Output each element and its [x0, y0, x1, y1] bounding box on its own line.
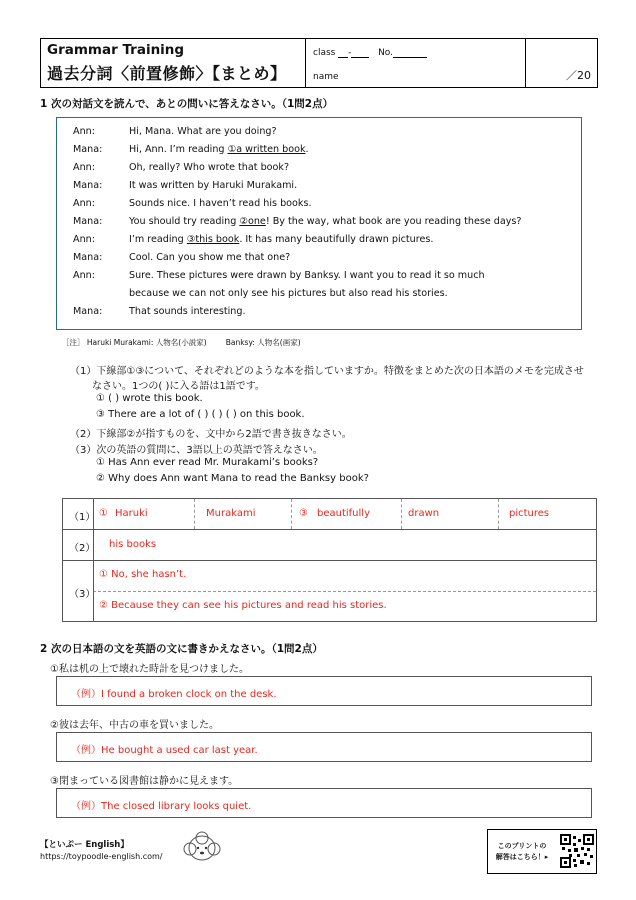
footer-url[interactable]: https://toypoodle-english.com/ [40, 852, 163, 861]
note-murakami: Haruki Murakami: 人物名(小説家) [86, 338, 207, 347]
underlined-phrase [228, 144, 306, 155]
answer-3-2[interactable]: ② Because they can see his pictures and read his stories. [99, 600, 387, 611]
poodle-icon [180, 830, 224, 866]
dialogue-speaker: Ann: [73, 234, 95, 245]
dialogue-speaker: Mana: [73, 306, 103, 317]
underline-marker: ② [239, 216, 248, 227]
dialogue-speaker: Mana: [73, 252, 103, 263]
underlined-text: one [247, 216, 266, 227]
title-english: Grammar Training [47, 42, 185, 58]
dialogue-line: because we can not only see his pictures but also read his stories. [129, 288, 448, 299]
class-separator: - [348, 48, 352, 58]
answer-label-3: （3） [69, 589, 96, 600]
dialogue-box [56, 117, 582, 330]
dialogue-text: . [305, 144, 309, 155]
question-1-item-3: ③ There are a lot of ( ) ( ) ( ) on this book. [96, 409, 305, 420]
question-1-cont: なさい。1つの( )に入る語は1語です。 [92, 381, 265, 392]
dialogue-speaker: Ann: [73, 126, 95, 137]
answer-label-1: （1） [69, 512, 96, 523]
dialogue-line: That sounds interesting. [129, 306, 246, 317]
score-cell[interactable] [525, 39, 597, 87]
underlined-phrase [187, 234, 240, 245]
underlined-text: this book [195, 234, 240, 245]
dialogue-speaker: Mana: [73, 144, 103, 155]
dialogue-speaker: Mana: [73, 180, 103, 191]
answer-link-box[interactable] [487, 829, 597, 874]
dialogue-line: Oh, really? Who wrote that book? [129, 162, 290, 173]
title-japanese: 過去分詞〈前置修飾〉【まとめ】 [47, 64, 287, 83]
dialogue-text: Hi, Ann. I’m reading [129, 144, 228, 155]
class-label: class [313, 48, 336, 58]
answer-1-blank-3[interactable]: beautifully [317, 508, 370, 519]
qr-code-icon[interactable] [560, 834, 594, 868]
answer-1-blank-5[interactable]: pictures [509, 508, 550, 519]
dialogue-line [129, 144, 309, 155]
note-banksy: Banksy: 人物名(画家) [225, 338, 301, 347]
answer-table [62, 498, 597, 622]
underline-marker: ① [227, 144, 237, 155]
answer-1-marker-1: ① [99, 508, 108, 519]
answer-1-blank-2[interactable]: Murakami [206, 508, 256, 519]
answer-1-blank-4[interactable]: drawn [408, 508, 440, 519]
answer-1-marker-3: ③ [299, 508, 308, 519]
section2-question-2: ②彼は去年、中古の車を買いました。 [50, 720, 219, 731]
dialogue-text: I’m reading [129, 234, 187, 245]
note-label: ［注］ [62, 338, 85, 347]
class-field[interactable] [313, 47, 427, 58]
question-2: （2）下線部②が指すものを、文中から2語で書き抜きなさい。 [70, 429, 352, 440]
dialogue-text: . It has many beautifully drawn pictures. [239, 234, 434, 245]
answer-2[interactable]: his books [109, 539, 157, 550]
dialogue-line [129, 216, 522, 227]
question-1-item-1: ① ( ) wrote this book. [96, 393, 203, 404]
dialogue-line: Sounds nice. I haven’t read his books. [129, 198, 312, 209]
score-total: ／20 [566, 69, 591, 82]
dialogue-line: Hi, Mana. What are you doing? [129, 126, 277, 137]
section2-answer-1: （例）I found a broken clock on the desk. [71, 689, 277, 700]
question-3: （3）次の英語の質問に、3語以上の英語で答えなさい。 [70, 445, 323, 456]
section1-heading: 1 次の対話文を読んで、あとの問いに答えなさい。（1問2点） [40, 98, 334, 110]
section2-answer-box-3[interactable] [56, 788, 592, 818]
answer-1-blank-1[interactable]: Haruki [115, 508, 148, 519]
underlined-text: a written book [236, 144, 306, 155]
dialogue-line: Sure. These pictures were drawn by Banksy. I want you to read it so much [129, 270, 485, 281]
question-1: （1）下線部①③について、それぞれどのような本を指していますか。特徴をまとめた次の日本語のメモを完成させ [70, 366, 584, 377]
dialogue-text: You should try reading [129, 216, 240, 227]
notes [62, 337, 301, 348]
dialogue-line: It was written by Haruki Murakami. [129, 180, 298, 191]
footer-brand: 【といぷー English】 [40, 840, 129, 850]
title-cell [41, 39, 306, 87]
dialogue-line [129, 234, 433, 245]
section2-question-1: ①私は机の上で壊れた時計を見つけました。 [50, 664, 249, 675]
question-3-item-2: ② Why does Ann want Mana to read the Banksy book? [96, 473, 369, 484]
section2-question-3: ③閉まっている図書館は静かに見えます。 [50, 776, 239, 787]
student-info-cell [305, 39, 526, 87]
section2-answer-box-1[interactable] [56, 676, 592, 706]
answer-3-1[interactable]: ① No, she hasn’t. [99, 569, 187, 580]
answer-link-line1: このプリントの [497, 842, 547, 850]
answer-label-2: （2） [69, 543, 96, 554]
section2-answer-box-2[interactable] [56, 732, 592, 762]
dialogue-text: ! By the way, what book are you reading these days? [265, 216, 522, 227]
underline-marker: ③ [186, 234, 196, 245]
name-label: name [313, 72, 339, 82]
section2-answer-2: （例）He bought a used car last year. [71, 745, 258, 756]
number-label: No. [378, 48, 394, 58]
dialogue-speaker: Mana: [73, 216, 103, 227]
underlined-phrase [239, 216, 265, 227]
dialogue-line: Cool. Can you show me that one? [129, 252, 291, 263]
header-box [40, 38, 598, 88]
dialogue-speaker: Ann: [73, 270, 95, 281]
answer-link-line2: 解答はこちら！▸ [495, 853, 549, 861]
section2-answer-3: （例）The closed library looks quiet. [71, 801, 252, 812]
question-3-item-1: ① Has Ann ever read Mr. Murakami’s books? [96, 457, 319, 468]
dialogue-speaker: Ann: [73, 162, 95, 173]
section2-heading: 2 次の日本語の文を英語の文に書きかえなさい。（1問2点） [40, 643, 323, 655]
dialogue-speaker: Ann: [73, 198, 95, 209]
